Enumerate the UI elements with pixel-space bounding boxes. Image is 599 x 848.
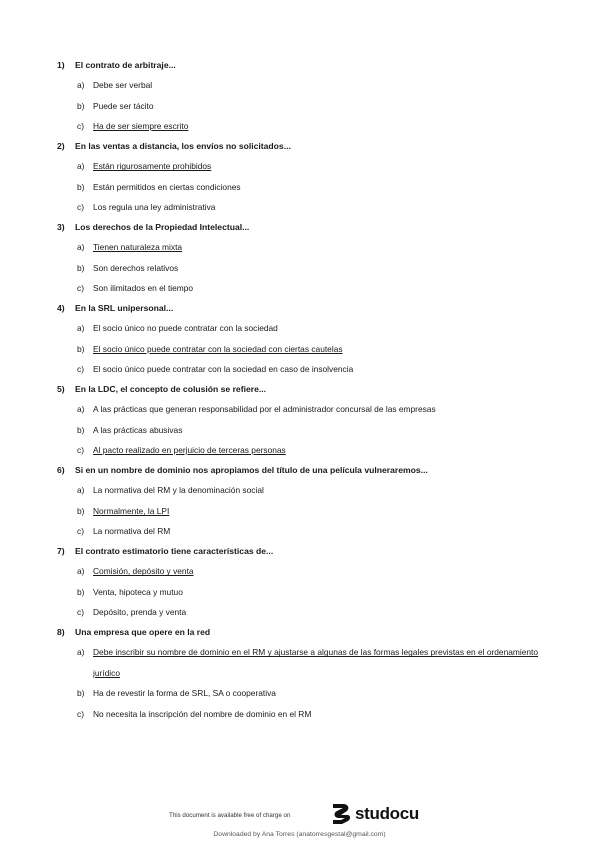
option-letter: a) [77, 80, 85, 91]
option-text: Son derechos relativos [93, 262, 179, 273]
availability-note: This document is available free of charge on [169, 812, 291, 819]
option-7-a [77, 566, 194, 576]
option-text: No necesita la inscripción del nombre de dominio en el RM [93, 708, 312, 719]
question-text: En la LDC, el concepto de colusión se refiere... [75, 384, 267, 394]
option-text: Venta, hipoteca y mutuo [93, 586, 183, 597]
option-text: Ha de revestir la forma de SRL, SA o cooperativa [93, 688, 276, 699]
question-1 [57, 60, 176, 70]
option-letter: c) [77, 708, 84, 719]
correct-answer-text: Normalmente, la LPI [93, 505, 170, 516]
option-5-b [77, 425, 182, 435]
option-5-a [77, 404, 436, 414]
option-8-a [77, 642, 547, 683]
question-text: En la SRL unipersonal... [75, 303, 174, 313]
option-text: La normativa del RM [93, 526, 171, 537]
option-4-a [77, 323, 278, 333]
option-text: Son ilimitados en el tiempo [93, 283, 194, 294]
question-number: 4) [57, 303, 65, 313]
option-8-b [77, 688, 276, 698]
question-number: 7) [57, 546, 65, 556]
option-letter: b) [77, 181, 85, 192]
download-note: Downloaded by Ana Torres (anatorresgestal@gmail.com) [213, 831, 386, 838]
option-8-c [77, 709, 311, 719]
option-text: El socio único no puede contratar con la sociedad [93, 323, 278, 334]
correct-answer-text: El socio único puede contratar con la sociedad con ciertas cautelas [93, 343, 343, 354]
option-letter: b) [77, 100, 85, 111]
option-3-c [77, 283, 193, 293]
option-1-b [77, 101, 154, 111]
option-text: Puede ser tácito [93, 100, 154, 111]
correct-answer-text: Tienen naturaleza mixta [93, 242, 183, 253]
option-letter: c) [77, 526, 84, 537]
question-5 [57, 384, 266, 394]
option-letter: b) [77, 262, 85, 273]
option-text: Debe ser verbal [93, 80, 153, 91]
studocu-icon [330, 802, 352, 826]
option-6-c [77, 526, 170, 536]
option-4-b [77, 344, 343, 354]
option-2-a [77, 161, 211, 171]
correct-answer-text: Al pacto realizado en perjuicio de terceras personas [93, 445, 286, 456]
option-4-c [77, 364, 353, 374]
option-6-b [77, 506, 169, 516]
option-3-b [77, 263, 178, 273]
question-text: Los derechos de la Propiedad Intelectual... [75, 222, 250, 232]
question-2 [57, 141, 291, 151]
question-text: En las ventas a distancia, los envíos no solicitados... [75, 141, 291, 151]
option-letter: b) [77, 586, 85, 597]
option-letter: c) [77, 607, 84, 618]
option-1-c [77, 121, 188, 131]
correct-answer-text: Comisión, depósito y venta [93, 566, 194, 577]
option-letter: b) [77, 424, 85, 435]
studocu-wordmark: studocu [355, 804, 420, 823]
option-letter: c) [77, 364, 84, 375]
option-letter: c) [77, 283, 84, 294]
option-7-c [77, 607, 186, 617]
option-6-a [77, 485, 264, 495]
option-letter: a) [77, 647, 85, 658]
option-text: Están permitidos en ciertas condiciones [93, 181, 241, 192]
option-letter: a) [77, 404, 85, 415]
question-7 [57, 546, 273, 556]
question-number: 3) [57, 222, 65, 232]
option-3-a [77, 242, 182, 252]
studocu-logo[interactable] [330, 802, 419, 826]
question-8 [57, 627, 210, 637]
option-letter: c) [77, 202, 84, 213]
question-number: 1) [57, 60, 65, 70]
option-letter: a) [77, 242, 85, 253]
option-letter: a) [77, 566, 85, 577]
question-text: El contrato de arbitraje... [75, 60, 176, 70]
option-letter: b) [77, 688, 85, 699]
option-letter: b) [77, 343, 85, 354]
option-text: A las prácticas que generan responsabilidad por el administrador concursal de las empresas [93, 404, 436, 415]
option-text: El socio único puede contratar con la sociedad en caso de insolvencia [93, 364, 354, 375]
option-text: La normativa del RM y la denominación social [93, 485, 264, 496]
question-3 [57, 222, 249, 232]
correct-answer-text: Ha de ser siempre escrito [93, 121, 189, 132]
question-4 [57, 303, 173, 313]
option-2-c [77, 202, 215, 212]
option-text: A las prácticas abusivas [93, 424, 183, 435]
option-letter: c) [77, 445, 84, 456]
option-7-b [77, 587, 183, 597]
option-letter: a) [77, 485, 85, 496]
option-text: Los regula una ley administrativa [93, 202, 216, 213]
option-letter: a) [77, 161, 85, 172]
question-number: 8) [57, 627, 65, 637]
option-5-c [77, 445, 286, 455]
question-number: 5) [57, 384, 65, 394]
question-6 [57, 465, 428, 475]
question-number: 6) [57, 465, 65, 475]
correct-answer-text: Están rigurosamente prohibidos [93, 161, 212, 172]
option-letter: b) [77, 505, 85, 516]
option-1-a [77, 80, 152, 90]
option-letter: c) [77, 121, 84, 132]
question-text: Una empresa que opere en la red [75, 627, 211, 637]
correct-answer-text: Debe inscribir su nombre de dominio en el RM y ajustarse a algunas de las formas legales previstas en el ordenamiento jurídico [93, 647, 539, 678]
option-2-b [77, 182, 241, 192]
option-letter: a) [77, 323, 85, 334]
question-text: Si en un nombre de dominio nos apropiamos del título de una película vulneraremos... [75, 465, 428, 475]
question-number: 2) [57, 141, 65, 151]
question-text: El contrato estimatorio tiene características de... [75, 546, 274, 556]
option-text: Depósito, prenda y venta [93, 607, 187, 618]
